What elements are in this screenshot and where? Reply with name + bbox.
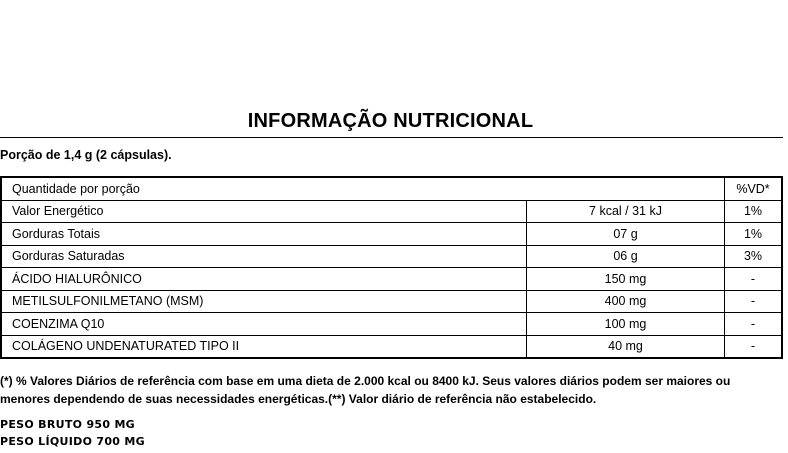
title-divider [0,137,783,138]
row-name: ÁCIDO HIALURÔNICO [1,268,527,291]
page-title: INFORMAÇÃO NUTRICIONAL [247,110,534,132]
table-row [1,290,782,313]
table-row [1,223,782,246]
row-name: Valor Energético [1,200,527,223]
header-vd: %VD* [725,177,783,200]
row-name: Gorduras Saturadas [1,245,527,268]
row-value: 40 mg [527,335,725,358]
row-value: 100 mg [527,313,725,336]
row-vd: - [725,335,783,358]
table-row [1,200,782,223]
row-name: METILSULFONILMETANO (MSM) [1,290,527,313]
footnote-line: (*) % Valores Diários de referência com base em uma dieta de 2.000 kcal ou 8400 kJ. Seus valores diários podem ser maiores ou [0,374,731,388]
row-name: Gorduras Totais [1,223,527,246]
row-value: 150 mg [527,268,725,291]
row-value: 06 g [527,245,725,268]
row-vd: - [725,313,783,336]
table-row [1,268,782,291]
row-vd: 1% [725,200,783,223]
nutrition-table [0,176,783,359]
row-vd: 3% [725,245,783,268]
row-name: COENZIMA Q10 [1,313,527,336]
header-label: Quantidade por porção [1,177,725,200]
row-vd: 1% [725,223,783,246]
gross-weight: PESO BRUTO 950 MG [0,418,136,431]
table-header-row [1,177,782,200]
weights-block [0,416,145,450]
net-weight: PESO LÍQUIDO 700 MG [0,435,145,448]
row-vd: - [725,290,783,313]
footnote-line: menores dependendo de suas necessidades energéticas.(**) Valor diário de referência não estabelecido. [0,392,597,406]
row-value: 07 g [527,223,725,246]
table-row [1,335,782,358]
row-name: COLÁGENO UNDENATURATED TIPO II [1,335,527,358]
row-value: 7 kcal / 31 kJ [527,200,725,223]
row-value: 400 mg [527,290,725,313]
portion-text: Porção de 1,4 g (2 cápsulas). [0,148,172,162]
table-row [1,313,782,336]
footnote [0,372,760,408]
table-row [1,245,782,268]
row-vd: - [725,268,783,291]
